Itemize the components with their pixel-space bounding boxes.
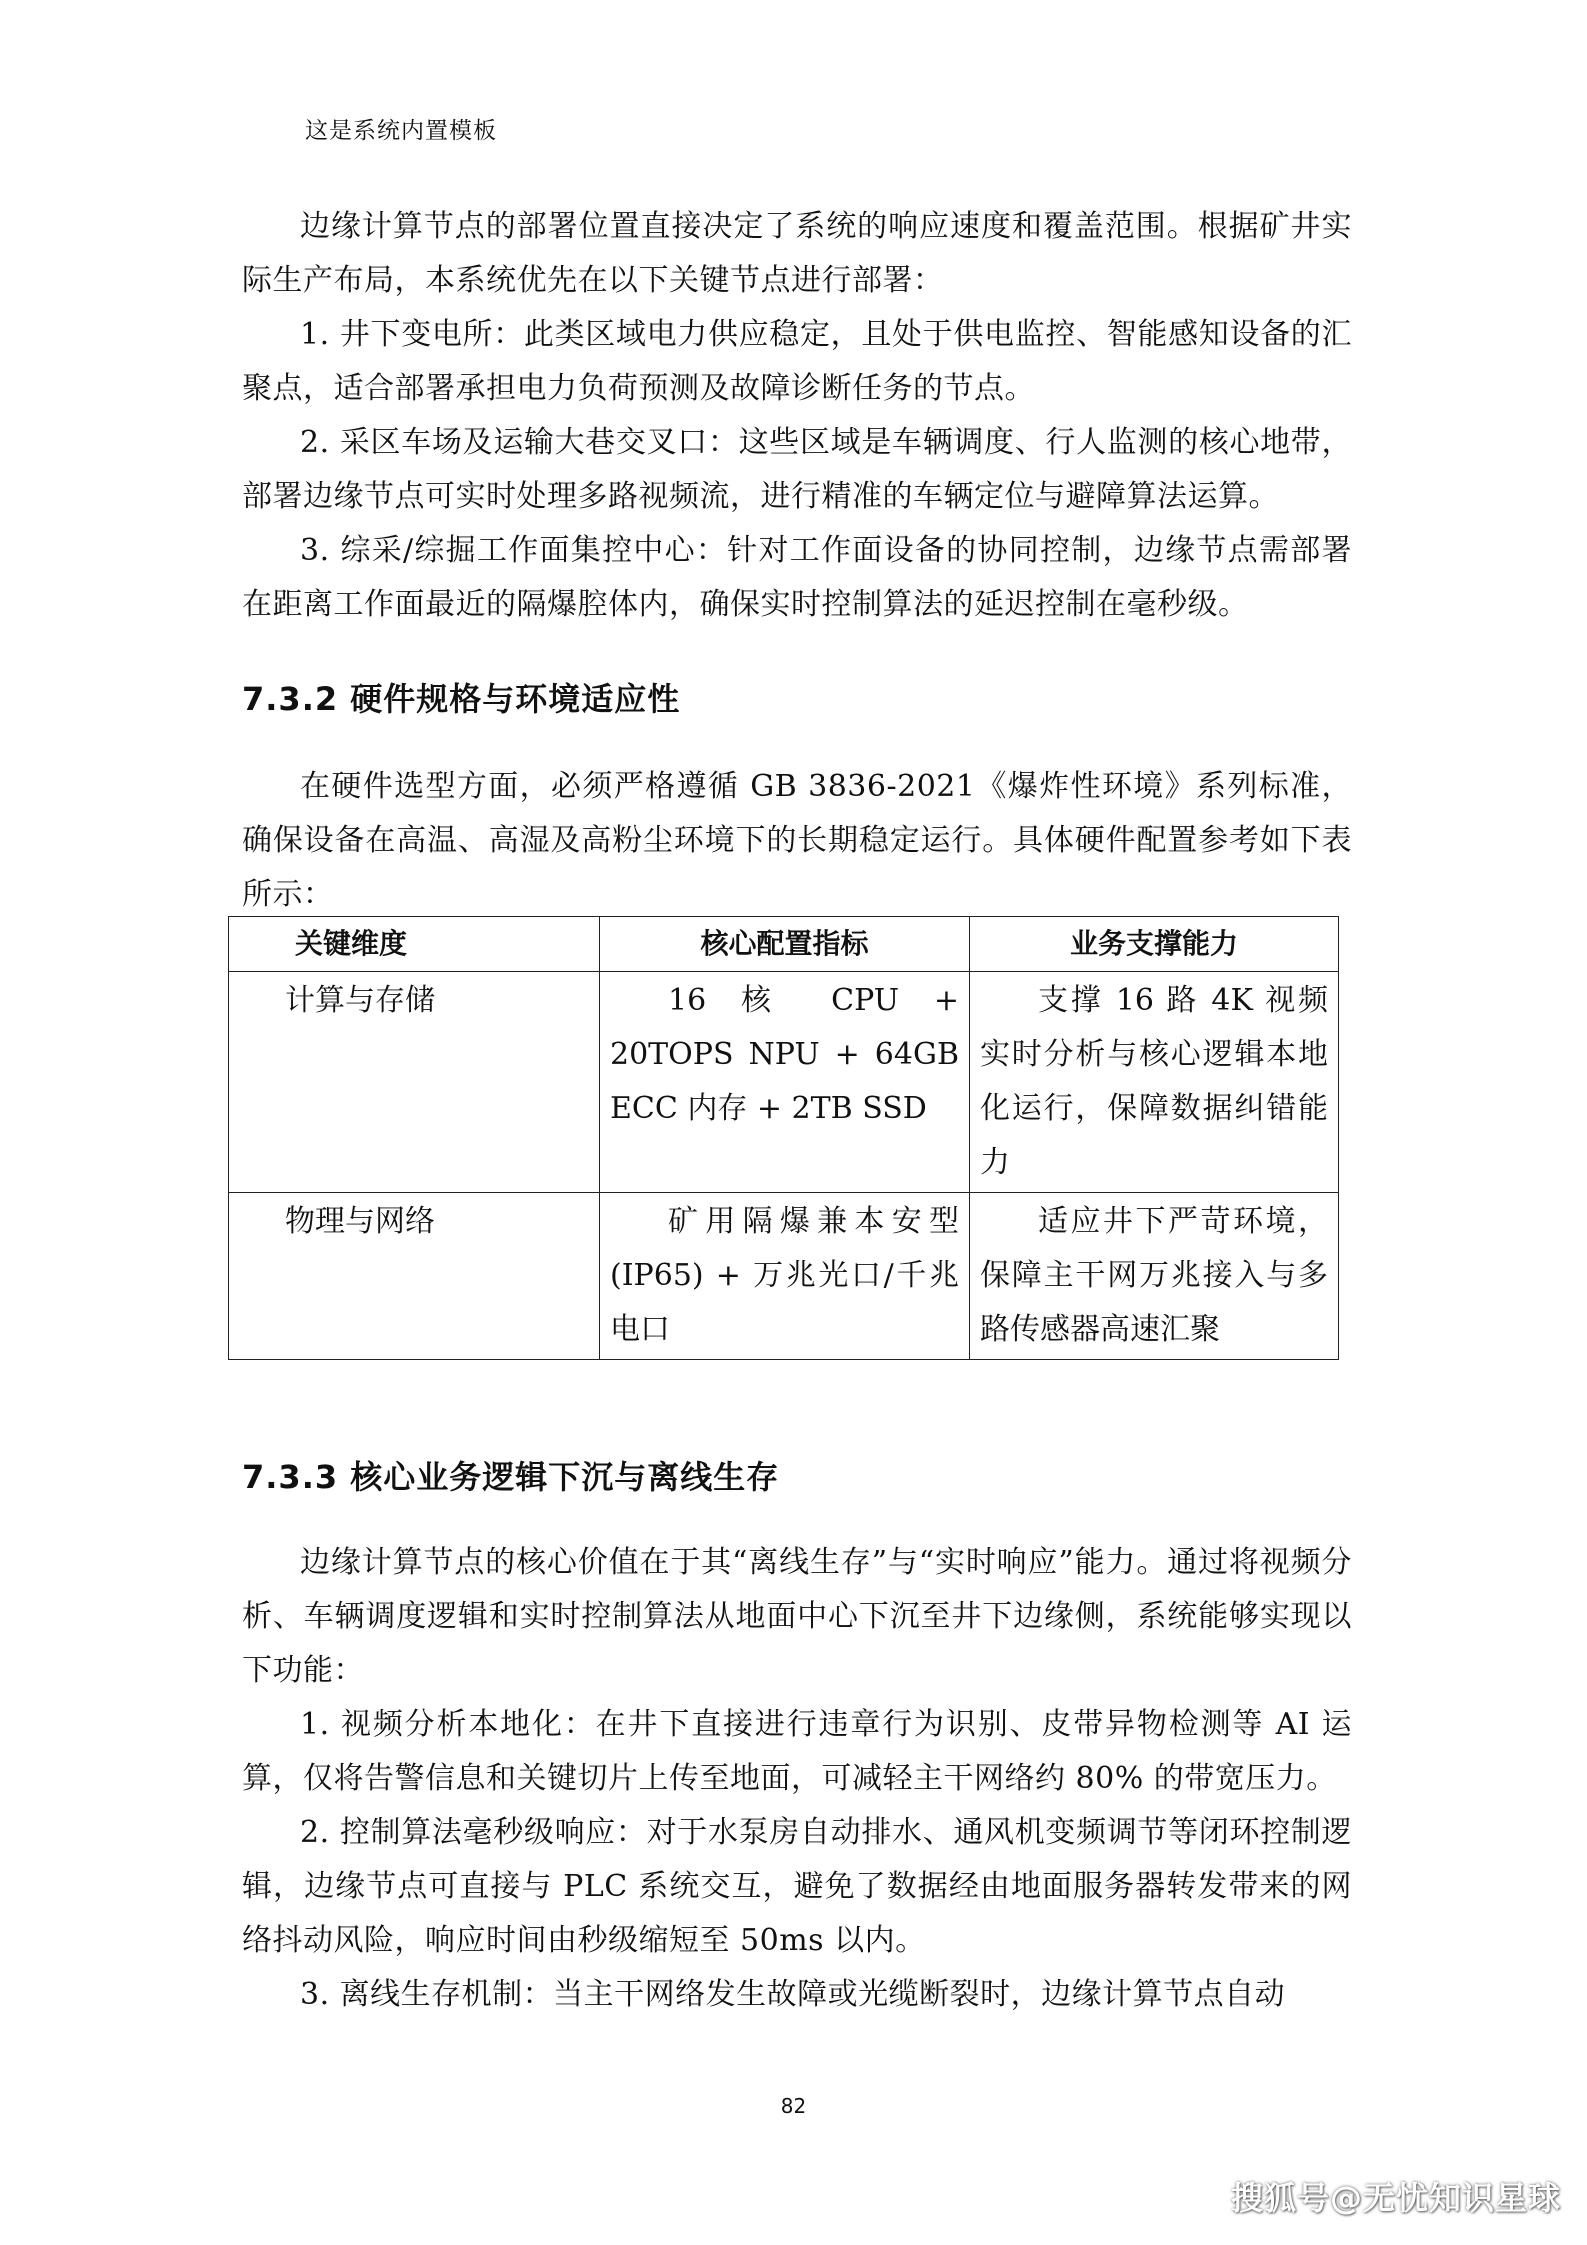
function-item-2: 2. 控制算法毫秒级响应：对于水泵房自动排水、通风机变频调节等闭环控制逻辑，边缘节点可直接与 PLC 系统交互，避免了数据经由地面服务器转发带来的网络抖动风险，响应时间由秒级缩短至 50ms 以内。 xyxy=(242,1815,1352,1958)
table-header-config: 核心配置指标 xyxy=(600,917,970,972)
table-header-dimension: 关键维度 xyxy=(229,917,600,972)
function-item-1: 1. 视频分析本地化：在井下直接进行违章行为识别、皮带异物检测等 AI 运算，仅将告警信息和关键切片上传至地面，可减轻主干网络约 80% 的带宽压力。 xyxy=(242,1707,1352,1796)
hardware-section xyxy=(242,760,1352,922)
table-header-row xyxy=(229,917,1339,972)
table-cell-dimension: 物理与网络 xyxy=(229,1193,600,1360)
header-note: 这是系统内置模板 xyxy=(305,118,497,144)
table-row xyxy=(229,1193,1339,1360)
section-heading-732: 7.3.2 硬件规格与环境适应性 xyxy=(242,680,681,718)
deployment-item-3: 3. 综采/综掘工作面集控中心：针对工作面设备的协同控制，边缘节点需部署在距离工作面最近的隔爆腔体内，确保实时控制算法的延迟控制在毫秒级。 xyxy=(242,533,1352,622)
table-cell-capability: 适应井下严苛环境，保障主干网万兆接入与多路传感器高速汇聚 xyxy=(970,1193,1339,1360)
deployment-item-2: 2. 采区车场及运输大巷交叉口：这些区域是车辆调度、行人监测的核心地带，部署边缘节点可实时处理多路视频流，进行精准的车辆定位与避障算法运算。 xyxy=(242,425,1352,514)
table-cell-config: 16 核 CPU + 20TOPS NPU + 64GB ECC 内存 + 2TB SSD xyxy=(600,972,970,1193)
table-cell-capability: 支撑 16 路 4K 视频实时分析与核心逻辑本地化运行，保障数据纠错能力 xyxy=(970,972,1339,1193)
intro-section xyxy=(242,200,1352,632)
function-item-3: 3. 离线生存机制：当主干网络发生故障或光缆断裂时，边缘计算节点自动 xyxy=(300,1977,1286,2012)
table-header-capability: 业务支撑能力 xyxy=(970,917,1339,972)
watermark-text: 搜狐号@无忧知识星球 xyxy=(1230,2179,1561,2217)
table-row xyxy=(229,972,1339,1193)
table-cell-config: 矿用隔爆兼本安型 (IP65) + 万兆光口/千兆电口 xyxy=(600,1193,970,1360)
offline-section xyxy=(242,1536,1352,2022)
intro-paragraph: 边缘计算节点的部署位置直接决定了系统的响应速度和覆盖范围。根据矿井实际生产布局，本系统优先在以下关键节点进行部署： xyxy=(242,209,1352,298)
section-heading-733: 7.3.3 核心业务逻辑下沉与离线生存 xyxy=(242,1458,780,1496)
hardware-paragraph: 在硬件选型方面，必须严格遵循 GB 3836-2021《爆炸性环境》系列标准，确保设备在高温、高湿及高粉尘环境下的长期稳定运行。具体硬件配置参考如下表所示： xyxy=(242,769,1352,912)
table-cell-dimension: 计算与存储 xyxy=(229,972,600,1193)
hardware-spec-table xyxy=(228,916,1339,1360)
page-number: 82 xyxy=(780,2094,807,2118)
offline-intro-paragraph: 边缘计算节点的核心价值在于其“离线生存”与“实时响应”能力。通过将视频分析、车辆调度逻辑和实时控制算法从地面中心下沉至井下边缘侧，系统能够实现以下功能： xyxy=(242,1545,1352,1688)
deployment-item-1: 1. 井下变电所：此类区域电力供应稳定，且处于供电监控、智能感知设备的汇聚点，适合部署承担电力负荷预测及故障诊断任务的节点。 xyxy=(242,317,1352,406)
